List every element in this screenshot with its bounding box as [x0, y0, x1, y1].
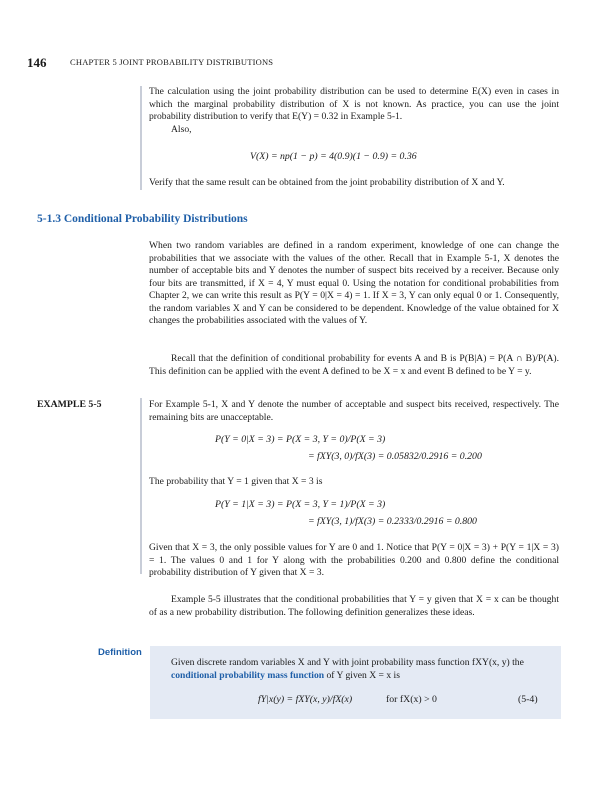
variance-equation: V(X) = np(1 − p) = 4(0.9)(1 − 0.9) = 0.36	[250, 151, 417, 162]
closing-paragraph: Example 5-5 illustrates that the conditional probabilities that Y = y given that X = x can be thought of as a new probability distribution. The following definition generalizes these ideas.	[149, 594, 559, 618]
example-equation-2-line-2: = fXY(3, 1)/fX(3) = 0.2333/0.2916 = 0.800	[308, 516, 477, 527]
verify-paragraph: Verify that the same result can be obtained from the joint probability distribution of X and Y.	[149, 177, 505, 188]
example-equation-1-line-2: = fXY(3, 0)/fX(3) = 0.05832/0.2916 = 0.200	[308, 451, 482, 462]
definition-formula: fY|x(y) = fXY(x, y)/fX(x)	[258, 694, 353, 705]
definition-condition: for fX(x) > 0	[386, 694, 437, 705]
definition-text-before: Given discrete random variables X and Y with joint probability mass function fXY(x, y) the	[171, 657, 524, 668]
example-equation-1-line-1: P(Y = 0|X = 3) = P(X = 3, Y = 0)/P(X = 3)	[215, 434, 386, 445]
definition-text	[171, 657, 551, 682]
intro-paragraph: The calculation using the joint probability distribution can be used to determine E(X) even in cases in which the marginal probability distribution of X is not known. As practice, you can use the joint probability distribution to verify that E(Y) = 0.32 in Example 5-1.	[149, 86, 559, 122]
intro-margin-rule	[140, 86, 142, 190]
page-number: 146	[27, 55, 47, 70]
section-heading: 5-1.3 Conditional Probability Distributions	[37, 213, 248, 225]
example-equation-2-line-1: P(Y = 1|X = 3) = P(X = 3, Y = 1)/P(X = 3)	[215, 499, 386, 510]
equation-number: (5-4)	[518, 694, 538, 705]
section-paragraph-1: When two random variables are defined in a random experiment, knowledge of one can change the probabilities that we associate with the values of the other. Recall that in Example 5-1, X denotes the number of acceptable bits and Y denotes the number of suspect bits received by a receiver. Because only four bits are transmitted, if X = 4, Y must equal 0. Using the notation for conditional probabilities from Chapter 2, we can write this result as P(Y = 0|X = 4) = 1. If X = 3, Y can only equal 0 or 1. Consequently, the random variables X and Y can be considered to be dependent. Knowledge of the value obtained for X changes the probabilities associated with the values of Y.	[149, 240, 559, 326]
section-paragraph-2: Recall that the definition of conditional probability for events A and B is P(B|A) = P(A ∩ B)/P(A). This definition can be applied with the event A defined to be X = x and event B defined to be Y = y.	[149, 353, 559, 377]
example-paragraph-2: The probability that Y = 1 given that X = 3 is	[149, 476, 323, 487]
example-paragraph-1: For Example 5-1, X and Y denote the number of acceptable and suspect bits received, respectively. The remaining bits are unacceptable.	[149, 399, 559, 423]
example-margin-rule	[140, 398, 142, 574]
running-head: CHAPTER 5 JOINT PROBABILITY DISTRIBUTIONS	[70, 57, 274, 67]
example-paragraph-3: Given that X = 3, the only possible values for Y are 0 and 1. Notice that P(Y = 0|X = 3) + P(Y = 1|X = 3) = 1. The values 0 and 1 for Y along with the probabilities 0.200 and 0.800 define the conditional probability distribution of Y given that X = 3.	[149, 542, 559, 578]
also-text: Also,	[171, 124, 192, 135]
example-label: EXAMPLE 5-5	[37, 399, 102, 410]
definition-label: Definition	[98, 647, 142, 658]
definition-text-after: of Y given X = x is	[324, 669, 400, 681]
definition-keyword: conditional probability mass function	[171, 669, 325, 681]
